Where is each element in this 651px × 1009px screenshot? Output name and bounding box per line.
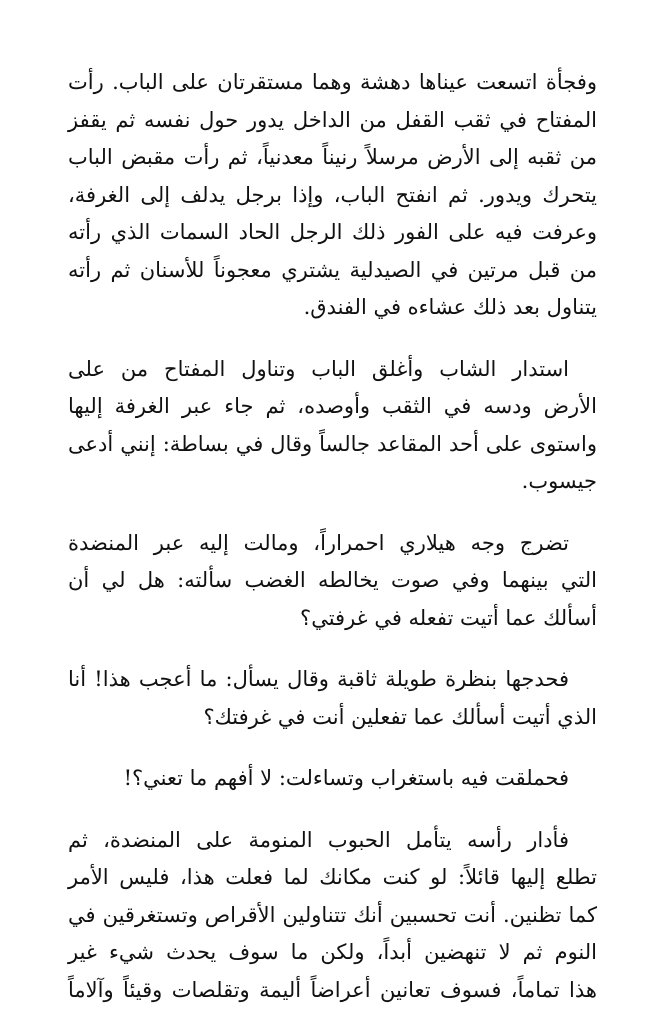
text-line: يتحرك ويدور. ثم انفتح الباب، وإذا برجل يدلف إلى الغرفة، xyxy=(68,177,597,215)
paragraph xyxy=(68,760,597,798)
text-line: جيسوب. xyxy=(68,463,597,501)
paragraph xyxy=(68,661,597,736)
text-line: التي بينهما وفي صوت يخالطه الغضب سألته: هل لي أن xyxy=(68,562,597,600)
text-line: واستوى على أحد المقاعد جالساً وقال في بساطة: إنني أدعى xyxy=(68,426,597,464)
paragraph xyxy=(68,351,597,501)
text-line: الأرض ودسه في الثقب وأوصده، ثم جاء عبر الغرفة إليها xyxy=(68,388,597,426)
text-line: فأدار رأسه يتأمل الحبوب المنومة على المنضدة، ثم xyxy=(68,822,597,860)
text-line: كما تظنين. أنت تحسبين أنك تتناولين الأقراص وتستغرقين في xyxy=(68,897,597,935)
text-line: وفجأة اتسعت عيناها دهشة وهما مستقرتان على الباب. رأت xyxy=(68,64,597,102)
text-line: فحدجها بنظرة طويلة ثاقبة وقال يسأل: ما أعجب هذا! أنا xyxy=(68,661,597,699)
text-line: النوم ثم لا تنهضين أبداً، ولكن ما سوف يحدث شيء غير xyxy=(68,934,597,972)
text-line: تطلع إليها قائلاً: لو كنت مكانك لما فعلت هذا، فليس الأمر xyxy=(68,859,597,897)
paragraph xyxy=(68,64,597,327)
text-line: وعرفت فيه على الفور ذلك الرجل الحاد السمات الذي رأته xyxy=(68,214,597,252)
text-line: أسألك عما أتيت تفعله في غرفتي؟ xyxy=(68,600,597,638)
text-line: من قبل مرتين في الصيدلية يشتري معجوناً للأسنان ثم رأته xyxy=(68,252,597,290)
text-line: يتناول بعد ذلك عشاءه في الفندق. xyxy=(68,289,597,327)
text-line: المفتاح في ثقب القفل من الداخل يدور حول نفسه ثم يقفز xyxy=(68,102,597,140)
paragraph xyxy=(68,525,597,638)
text-line: من ثقبه إلى الأرض مرسلاً رنيناً معدنياً، ثم رأت مقبض الباب xyxy=(68,139,597,177)
paragraph xyxy=(68,822,597,1009)
text-line: استدار الشاب وأغلق الباب وتناول المفتاح من على xyxy=(68,351,597,389)
text-line: تضرج وجه هيلاري احمراراً، ومالت إليه عبر المنضدة xyxy=(68,525,597,563)
text-line: فحملقت فيه باستغراب وتساءلت: لا أفهم ما تعني؟! xyxy=(68,760,597,798)
text-line: الذي أتيت أسألك عما تفعلين أنت في غرفتك؟ xyxy=(68,699,597,737)
text-line: هذا تماماً، فسوف تعانين أعراضاً أليمة وتقلصات وقيئاً وآلاماً xyxy=(68,972,597,1009)
